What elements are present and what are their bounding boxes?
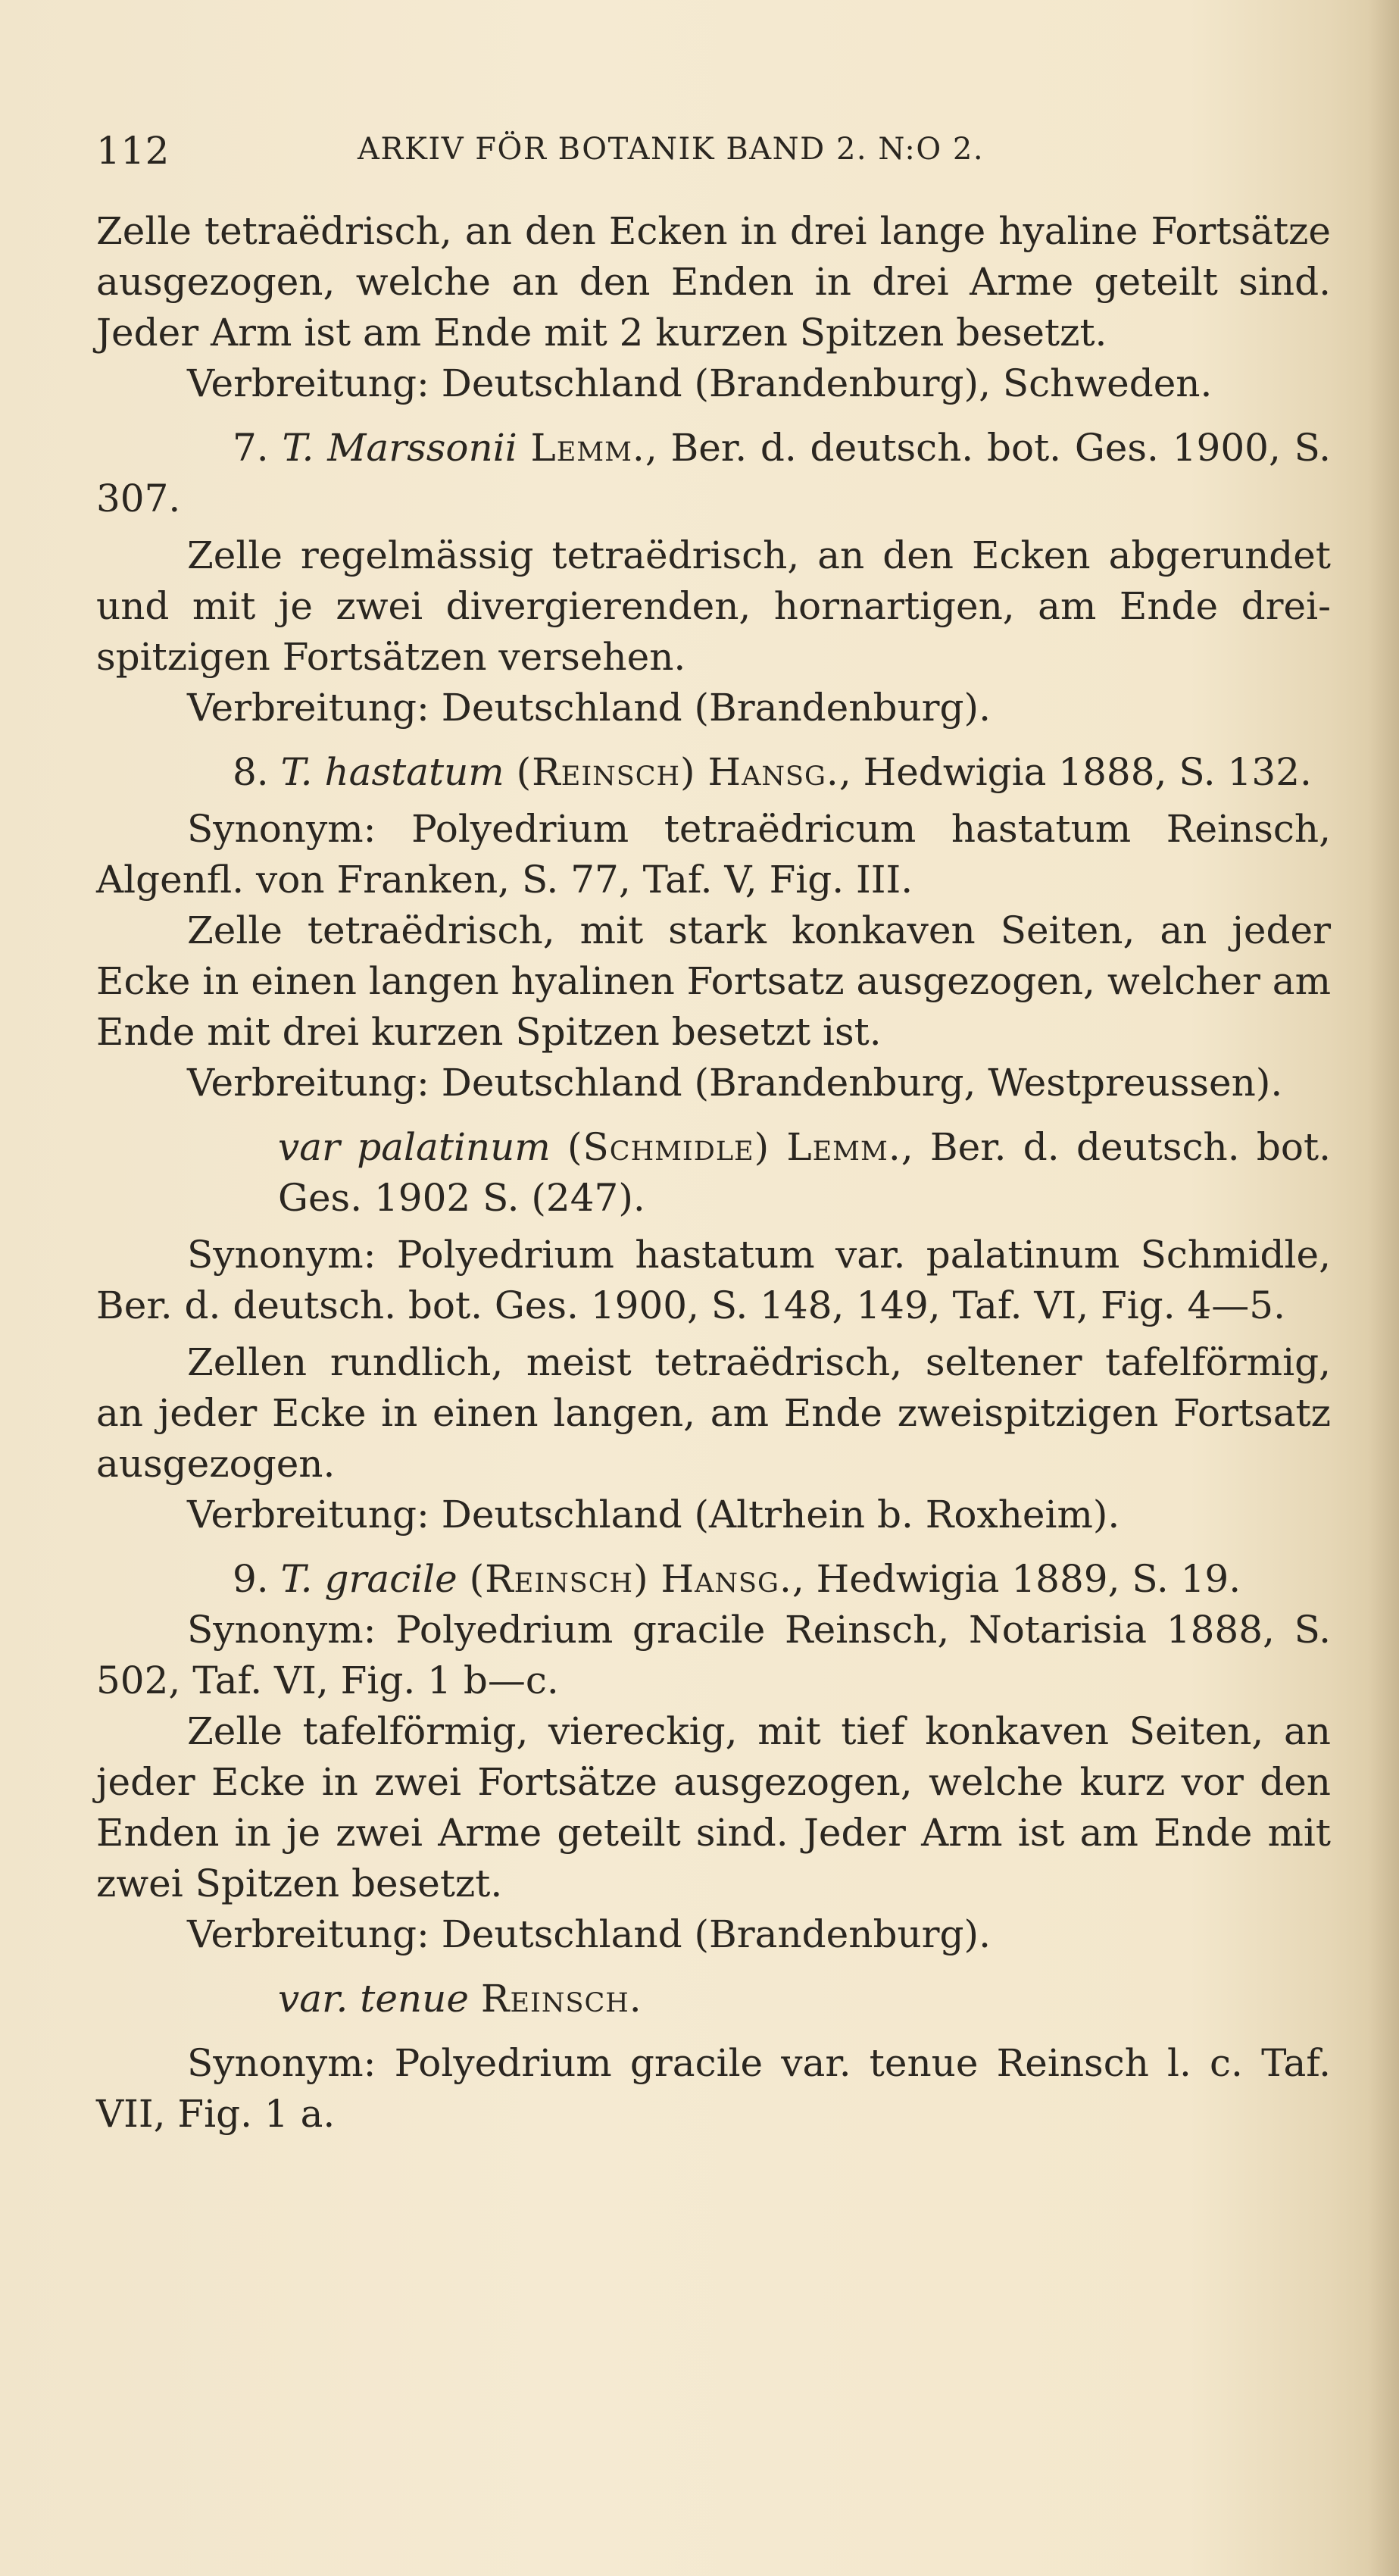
species-genus: T. [282, 426, 314, 470]
species-author: (Reinsch) [516, 750, 696, 794]
species-heading-7 [96, 423, 1331, 524]
species-heading-9 [96, 1554, 1331, 1605]
distribution-paragraph: Verbreitung: Deutschland (Brandenburg), Schweden. [187, 361, 1213, 405]
description-paragraph: Zelle tetraëdrisch, an den Ecken in drei lange hyaline Fortsätze ausgezogen, welche an den Enden in drei Arme geteilt sind. Jeder Arm ist am Ende mit 2 kurzen Spitzen besetzt. [96, 209, 1331, 355]
species-number: 8. [233, 750, 269, 794]
species-name: hastatum [324, 750, 504, 794]
species-citation: , Hedwigia 1889, S. 19. [792, 1557, 1241, 1601]
distribution-paragraph: Verbreitung: Deutschland (Brandenburg). [187, 686, 991, 730]
synonym-paragraph: Synonym: Polyedrium gracile Reinsch, Notarisia 1888, S. 502, Taf. VI, Fig. 1 b—c. [96, 1608, 1331, 1702]
species-author: Lemm. [530, 426, 645, 470]
synonym-paragraph: Synonym: Polyedrium tetraëdricum hastatum Reinsch, Algenfl. von Franken, S. 77, Taf. V, Fig. III. [96, 807, 1331, 902]
synonym-paragraph: Synonym: Polyedrium hastatum var. palatinum Schmidle, Ber. d. deutsch. bot. Ges. 1900, S. 148, 149, Taf. VI, Fig. 4—5. [96, 1233, 1331, 1327]
variety-heading-tenue [187, 1974, 1331, 2024]
variety-name: var palatinum [278, 1125, 551, 1169]
species-citation: , Ber. d. deutsch. bot. Ges. 1900, S. 307. [96, 426, 1331, 521]
species-name: gracile [324, 1557, 457, 1601]
variety-citation: , Ber. d. deutsch. bot. Ges. 1902 S. (247). [278, 1125, 1331, 1220]
variety-name: var. tenue [278, 1977, 469, 2021]
description-paragraph: Zelle tetraëdrisch, mit stark konkaven Seiten, an jeder Ecke in einen langen hyalinen Fortsatz ausgezogen, welcher am Ende mit drei kurzen Spitzen besetzt ist. [96, 908, 1332, 1054]
distribution-paragraph: Verbreitung: Deutschland (Brandenburg, Westpreussen). [187, 1061, 1283, 1105]
variety-author: Lemm. [786, 1125, 901, 1169]
species-citation: , Hedwigia 1888, S. 132. [838, 750, 1312, 794]
species-author: Hansg. [660, 1557, 792, 1601]
species-heading-8 [96, 747, 1331, 798]
page-edge-shadow [1369, 0, 1399, 2576]
variety-heading-palatinum [187, 1122, 1331, 1224]
main-text [96, 206, 1331, 2140]
species-genus: T. [280, 750, 313, 794]
species-number: 9. [233, 1557, 269, 1601]
species-genus: T. [280, 1557, 313, 1601]
species-author: Hansg. [707, 750, 839, 794]
variety-author: (Schmidle) [567, 1125, 770, 1169]
species-author: (Reinsch) [469, 1557, 649, 1601]
species-name: Marssonii [327, 426, 517, 470]
synonym-paragraph: Synonym: Polyedrium gracile var. tenue Reinsch l. c. Taf. VII, Fig. 1 a. [96, 2041, 1331, 2136]
description-paragraph: Zelle regelmässig tetraëdrisch, an den Ecken abgerundet und mit je zwei divergierenden, hornartigen, am Ende drei-spitzigen Fortsätzen versehen. [96, 533, 1331, 679]
distribution-paragraph: Verbreitung: Deutschland (Altrhein b. Roxheim). [187, 1493, 1120, 1537]
description-paragraph: Zelle tafelförmig, viereckig, mit tief konkaven Seiten, an jeder Ecke in zwei Fortsätze ausgezogen, welche kurz vor den Enden in je zwei Arme geteilt sind. Jeder Arm ist am Ende mit zwei Spitzen besetzt. [96, 1709, 1331, 1905]
species-number: 7. [233, 426, 269, 470]
journal-title: ARKIV FÖR BOTANIK BAND 2. N:O 2. [358, 132, 985, 167]
description-paragraph: Zellen rundlich, meist tetraëdrisch, seltener tafelförmig, an jeder Ecke in einen langen, am Ende zweispitzigen Fortsatz ausgezogen. [96, 1340, 1331, 1486]
distribution-paragraph: Verbreitung: Deutschland (Brandenburg). [187, 1912, 991, 1956]
running-header [96, 129, 1323, 174]
variety-author: Reinsch. [480, 1977, 642, 2021]
page-number: 112 [96, 129, 170, 173]
